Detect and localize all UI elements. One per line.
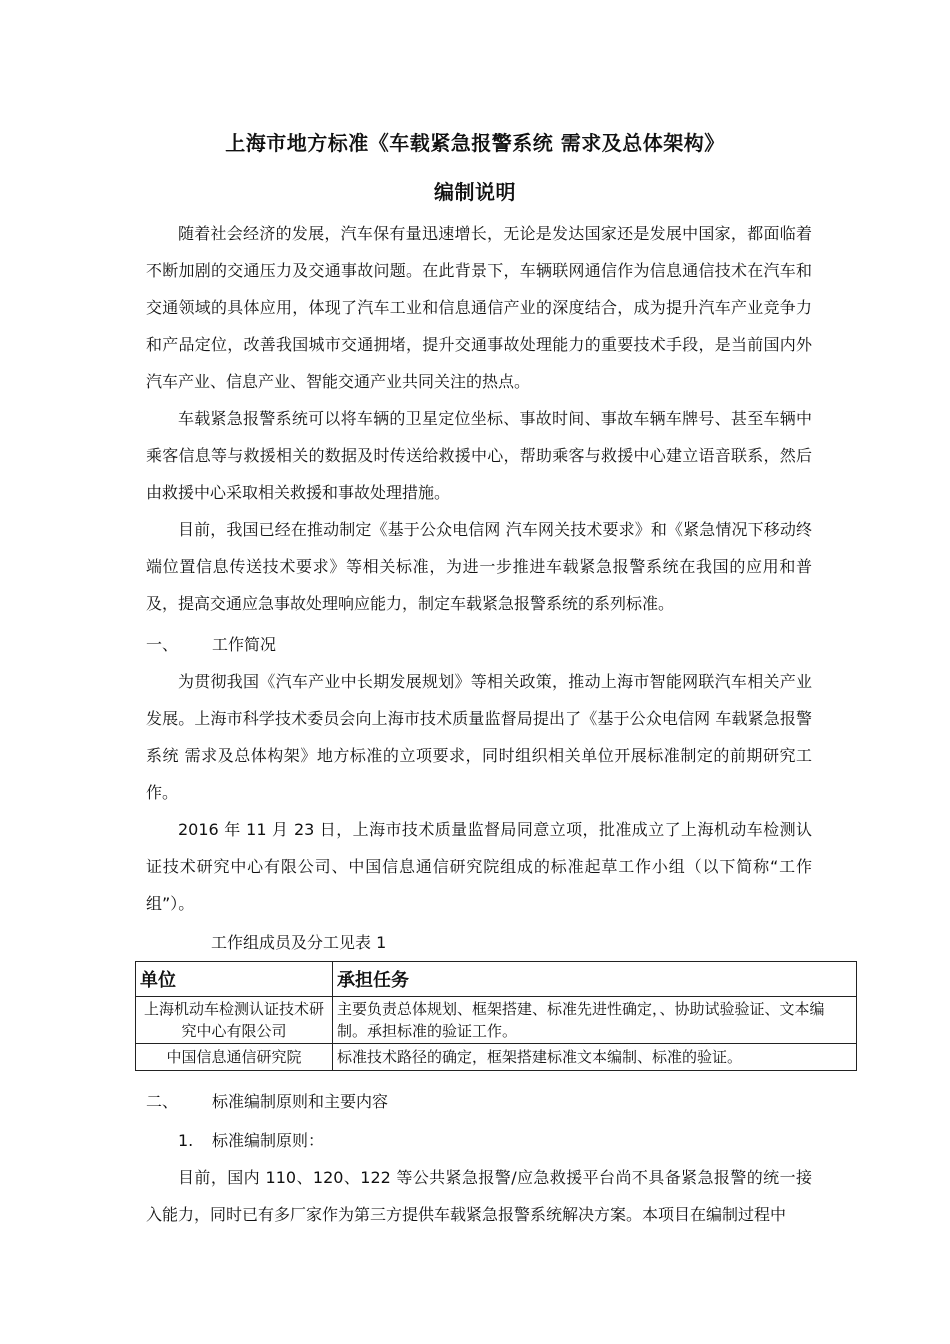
table-cell-task: 主要负责总体规划、框架搭建、标准先进性确定，、协助试验验证、文本编制。承担标准的验证工作。 <box>333 997 857 1044</box>
section-1-title: 工作简况 <box>212 635 277 654</box>
table-cell-unit: 中国信息通信研究院 <box>136 1044 333 1071</box>
intro-paragraph-2: 车载紧急报警系统可以将车辆的卫星定位坐标、事故时间、事故车辆车牌号、甚至车辆中乘客信息等与救援相关的数据及时传送给救援中心，帮助乘客与救援中心建立语音联系，然后由救援中心采取相关救援和事故处理措施。 <box>146 409 812 502</box>
section-1-number: 一、 <box>146 635 179 654</box>
intro-paragraph-3: 目前，我国已经在推动制定《基于公众电信网 汽车网关技术要求》和《紧急情况下移动终端位置信息传送技术要求》等相关标准，为进一步推进车载紧急报警系统在我国的应用和普及，提高交通应急事故处理响应能力，制定车载紧急报警系统的系列标准。 <box>146 520 812 613</box>
document-subtitle: 编制说明 <box>434 180 516 204</box>
table-caption: 工作组成员及分工见表 1 <box>211 933 387 952</box>
table-cell-task: 标准技术路径的确定，框架搭建标准文本编制、标准的验证。 <box>333 1044 857 1071</box>
table-row <box>136 1044 857 1071</box>
section-2-number: 二、 <box>146 1092 179 1111</box>
section-1-paragraph-2: 2016 年 11 月 23 日，上海市技术质量监督局同意立项，批准成立了上海机动车检测认证技术研究中心有限公司、中国信息通信研究院组成的标准起草工作小组（以下简称“工作组”）。 <box>146 820 812 913</box>
section-1-paragraph-1: 为贯彻我国《汽车产业中长期发展规划》等相关政策，推动上海市智能网联汽车相关产业发展。上海市科学技术委员会向上海市技术质量监督局提出了《基于公众电信网 车载紧急报警系统 需求及总体构架》地方标准的立项要求，同时组织相关单位开展标准制定的前期研究工作。 <box>146 672 812 802</box>
table-header-task: 承担任务 <box>333 962 857 997</box>
table-header-unit: 单位 <box>136 962 333 997</box>
subsection-1-number: 1. <box>178 1131 194 1150</box>
work-group-table <box>135 961 857 1071</box>
section-2-paragraph-1: 目前，国内 110、120、122 等公共紧急报警/应急救援平台尚不具备紧急报警的统一接入能力，同时已有多厂家作为第三方提供车载紧急报警系统解决方案。本项目在编制过程中 <box>146 1168 812 1224</box>
table-cell-unit: 上海机动车检测认证技术研究中心有限公司 <box>136 997 333 1044</box>
intro-paragraph-1: 随着社会经济的发展，汽车保有量迅速增长，无论是发达国家还是发展中国家，都面临着不断加剧的交通压力及交通事故问题。在此背景下，车辆联网通信作为信息通信技术在汽车和交通领域的具体应用，体现了汽车工业和信息通信产业的深度结合，成为提升汽车产业竞争力和产品定位，改善我国城市交通拥堵，提升交通事故处理能力的重要技术手段，是当前国内外汽车产业、信息产业、智能交通产业共同关注的热点。 <box>146 224 812 391</box>
table-row <box>136 997 857 1044</box>
document-title: 上海市地方标准《车载紧急报警系统 需求及总体架构》 <box>225 131 725 155</box>
subsection-1-title: 标准编制原则： <box>212 1131 325 1150</box>
section-2-title: 标准编制原则和主要内容 <box>212 1092 389 1111</box>
table-header-row <box>136 962 857 997</box>
